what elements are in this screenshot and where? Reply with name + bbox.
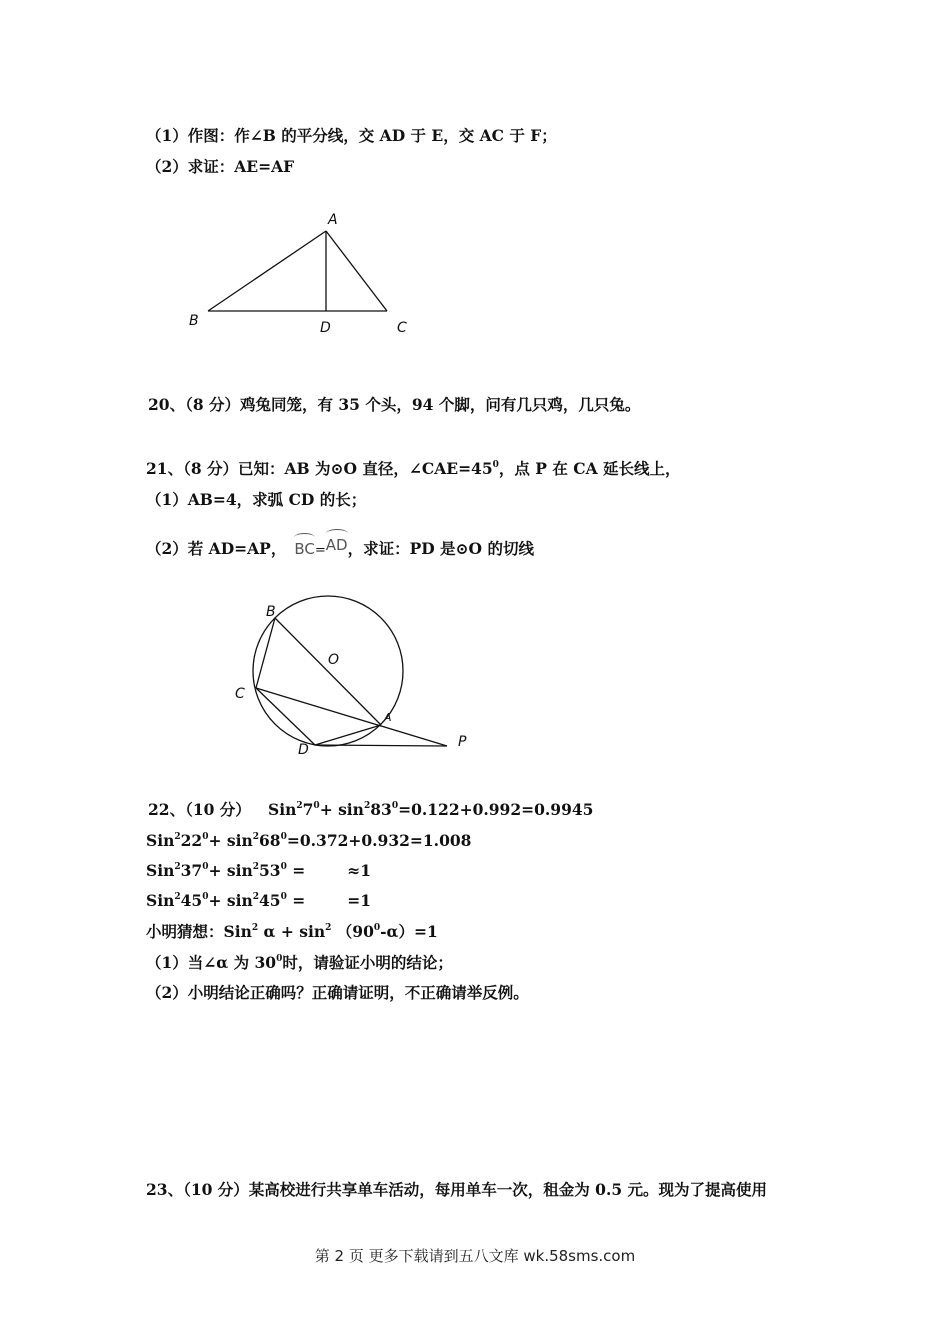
q22-eq4 — [146, 891, 371, 911]
q19-part1: （1）作图：作∠B 的平分线，交 AD 于 E，交 AC 于 F； — [146, 126, 557, 145]
t: Sin — [146, 891, 175, 910]
q21-label-P: P — [458, 734, 467, 750]
q19-label-B: B — [189, 313, 199, 329]
t: 0 — [202, 892, 209, 902]
t: + sin — [208, 891, 253, 910]
t: 45 — [259, 891, 281, 910]
t: Sin — [146, 861, 175, 880]
t: 83 — [370, 800, 392, 819]
q21-label-B: B — [266, 604, 276, 620]
q19-label-D: D — [320, 320, 331, 336]
q21-part2-before: （2）若 AD=AP， — [146, 539, 287, 558]
arc-bc-symbol: BC — [294, 537, 315, 559]
q19-label-A: A — [328, 212, 338, 228]
t: + sin — [208, 861, 253, 880]
t: 时，请验证小明的结论； — [282, 953, 453, 972]
t: + sin — [208, 831, 253, 850]
t: （1）当∠α 为 30 — [146, 953, 277, 972]
t: 0 — [276, 954, 283, 964]
t: 53 — [259, 861, 281, 880]
t: 2 — [296, 801, 303, 811]
q21-stem-before: 21、（8 分）已知：AB 为⊙O 直径，∠CAE=45 — [146, 459, 493, 478]
q19-label-C: C — [397, 320, 407, 336]
t: 2 — [252, 892, 260, 902]
t: 2 — [251, 923, 259, 933]
t: 2 — [363, 801, 371, 811]
t: α + sin — [258, 922, 326, 941]
t: ≈1 — [347, 861, 372, 880]
t: 7 — [302, 800, 314, 819]
t: 0 — [391, 801, 399, 811]
t: 2 — [325, 923, 332, 933]
t: 0 — [373, 923, 381, 933]
t: 0 — [280, 862, 287, 872]
t: = — [286, 861, 306, 880]
t: 2 — [174, 862, 181, 872]
t: 2 — [174, 892, 181, 902]
t: 22 — [180, 831, 203, 850]
t: 小明猜想：Sin — [146, 922, 252, 941]
q22-guess — [146, 922, 438, 942]
t: Sin — [268, 800, 297, 819]
t: （90 — [331, 922, 374, 941]
q21-label-D: D — [298, 742, 309, 758]
t: =1 — [347, 891, 372, 910]
t: -α）=1 — [380, 922, 438, 941]
q22-eq1 — [268, 800, 593, 820]
t: 45 — [180, 891, 203, 910]
t: 2 — [252, 862, 260, 872]
q21-label-O: O — [328, 652, 340, 668]
q21-stem-sup: 0 — [492, 460, 499, 470]
q21-part1: （1）AB=4，求弧 CD 的长； — [146, 490, 367, 509]
t: 2 — [174, 832, 181, 842]
t: 2 — [252, 832, 260, 842]
arc-equals: = — [314, 543, 326, 558]
q22-part2: （2）小明结论正确吗？正确请证明，不正确请举反例。 — [146, 983, 529, 1002]
q22-header: 22、（10 分） — [148, 800, 251, 819]
q22-eq3 — [146, 861, 371, 881]
t: = — [286, 891, 306, 910]
t: Sin — [146, 831, 175, 850]
t: 0 — [313, 801, 320, 811]
t: =0.372+0.932=1.008 — [286, 831, 472, 850]
t: 0 — [280, 892, 287, 902]
t: 37 — [180, 861, 203, 880]
t: 68 — [259, 831, 281, 850]
q22-eq2 — [146, 831, 471, 851]
q21-label-C: C — [235, 686, 245, 702]
arc-ad-symbol: AD — [326, 533, 348, 555]
q20-text: 20、（8 分）鸡兔同笼，有 35 个头，94 个脚，问有几只鸡，几只兔。 — [148, 395, 641, 414]
q19-part2: （2）求证：AE=AF — [146, 157, 295, 176]
q21-part2-after: ，求证：PD 是⊙O 的切线 — [347, 539, 534, 558]
q22-part1 — [146, 953, 453, 973]
t: 0 — [202, 862, 209, 872]
t: =0.122+0.992=0.9945 — [398, 800, 594, 819]
t: 0 — [280, 832, 287, 842]
t: 0 — [202, 832, 209, 842]
page-footer: 第 2 页 更多下载请到五八文库 wk.58sms.com — [314, 1247, 636, 1265]
t: + sin — [319, 800, 364, 819]
q21-stem-after: ，点 P 在 CA 延长线上， — [498, 459, 681, 478]
q23-text: 23、（10 分）某高校进行共享单车活动，每用单车一次，租金为 0.5 元。现为了提高使用 — [146, 1180, 768, 1199]
q21-label-A: A — [384, 711, 392, 724]
